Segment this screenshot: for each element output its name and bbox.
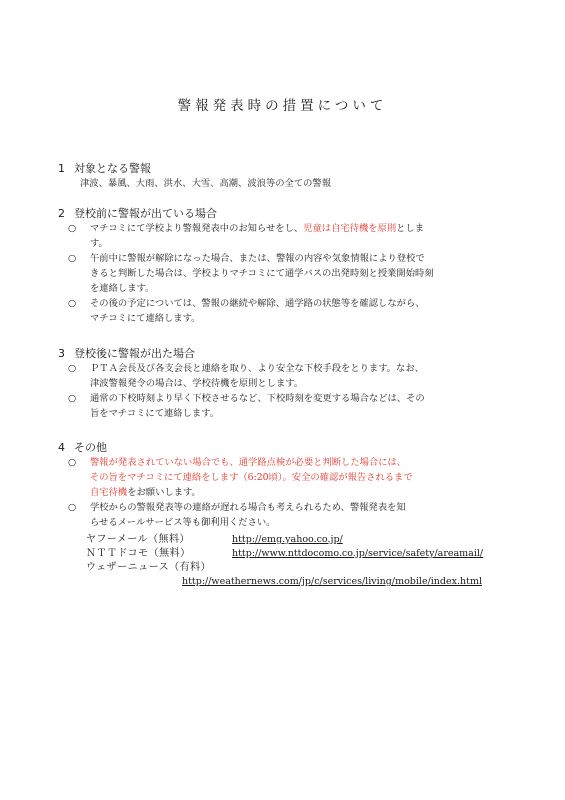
section-title: その他 — [74, 441, 107, 454]
section-number: 3 — [58, 347, 65, 360]
section-heading — [58, 346, 528, 361]
item-line: きると判断した場合は、学校よりマチコミにて通学バスの出発時刻と授業開始時刻 — [90, 268, 434, 279]
section-items — [58, 361, 528, 421]
item-line: す。 — [90, 238, 108, 249]
service-link[interactable]: http://weathernews.com/jp/c/services/living/mobile/index.html — [182, 576, 482, 587]
emphasis-text: 自宅待機 — [90, 487, 128, 498]
service-links — [86, 533, 526, 589]
section-number: 2 — [58, 207, 65, 220]
service-row — [86, 575, 526, 589]
section-number: 1 — [58, 162, 65, 175]
item-line: 午前中に警報が解除になった場合、または、警報の内容や気象情報により登校で — [90, 253, 425, 264]
item-line: 警報が発表されていない場合でも、通学路点検が必要と判断した場合には、 — [90, 457, 407, 468]
item-line: 津波警報発令の場合は、学校待機を原則とします。 — [90, 378, 304, 389]
section-number: 4 — [58, 441, 65, 454]
section-4 — [58, 440, 528, 530]
emphasis-text: 児童は自宅待機を原則 — [303, 223, 397, 234]
circle-bullet-icon: ○ — [68, 393, 77, 404]
section-heading — [58, 161, 528, 176]
circle-bullet-icon: ○ — [68, 253, 77, 264]
list-item — [68, 361, 528, 391]
section-items — [58, 455, 528, 530]
service-name: ＮＴＴドコモ（無料） — [86, 548, 191, 559]
service-row — [86, 533, 526, 547]
item-line: マチコミにて学校より警報発表中のお知らせをし、児童は自宅待機を原則としま — [90, 223, 425, 234]
item-line: 自宅待機をお願いします。 — [90, 487, 201, 498]
service-row — [86, 561, 526, 575]
item-line: その旨をマチコミにて連絡をします（6:20頃）。安全の確認が報告されるまで — [90, 472, 413, 483]
circle-bullet-icon: ○ — [68, 298, 77, 309]
section-text: 津波、暴風、大雨、洪水、大雪、高潮、波浪等の全ての警報 — [80, 178, 332, 189]
item-line: その後の予定については、警報の継続や解除、通学路の状態等を確認しながら、 — [90, 298, 425, 309]
section-title: 登校後に警報が出た場合 — [74, 347, 195, 360]
list-item — [68, 296, 528, 326]
section-3 — [58, 346, 528, 421]
item-line: ＰＴＡ会長及び各支会長と連絡を取り、より安全な下校手段をとります。なお、 — [90, 363, 424, 374]
service-name: ヤフーメール（無料） — [86, 534, 190, 545]
circle-bullet-icon: ○ — [68, 223, 77, 234]
list-item — [68, 391, 528, 421]
circle-bullet-icon: ○ — [68, 457, 77, 468]
document-title: 警報発表時の措置について — [177, 98, 388, 114]
list-item — [68, 221, 528, 251]
list-item — [68, 500, 528, 530]
item-line: マチコミにて連絡します。 — [90, 313, 201, 324]
service-link[interactable]: http://emg.yahoo.co.jp/ — [232, 534, 343, 545]
circle-bullet-icon: ○ — [68, 502, 77, 513]
section-1 — [58, 161, 528, 191]
service-name: ウェザーニュース（有料） — [86, 562, 212, 573]
section-title: 対象となる警報 — [74, 162, 151, 175]
section-items — [58, 221, 528, 326]
service-row — [86, 547, 526, 561]
item-line: 通常の下校時刻より早く下校させるなど、下校時刻を変更する場合などは、その — [90, 393, 425, 404]
list-item — [68, 251, 528, 296]
item-line: 学校からの警報発表等の連絡が遅れる場合も考えられるため、警報発表を知 — [90, 502, 406, 513]
section-heading — [58, 206, 528, 221]
item-line: を連絡します。 — [90, 283, 155, 294]
item-line: 旨をマチコミにて連絡します。 — [90, 408, 220, 419]
item-line: らせるメールサービス等も御利用ください。 — [90, 517, 276, 528]
section-heading — [58, 440, 528, 455]
circle-bullet-icon: ○ — [68, 363, 77, 374]
section-title: 登校前に警報が出ている場合 — [74, 207, 217, 220]
section-2 — [58, 206, 528, 326]
list-item — [68, 455, 528, 500]
service-link[interactable]: http://www.nttdocomo.co.jp/service/safety/areamail/ — [232, 548, 484, 559]
